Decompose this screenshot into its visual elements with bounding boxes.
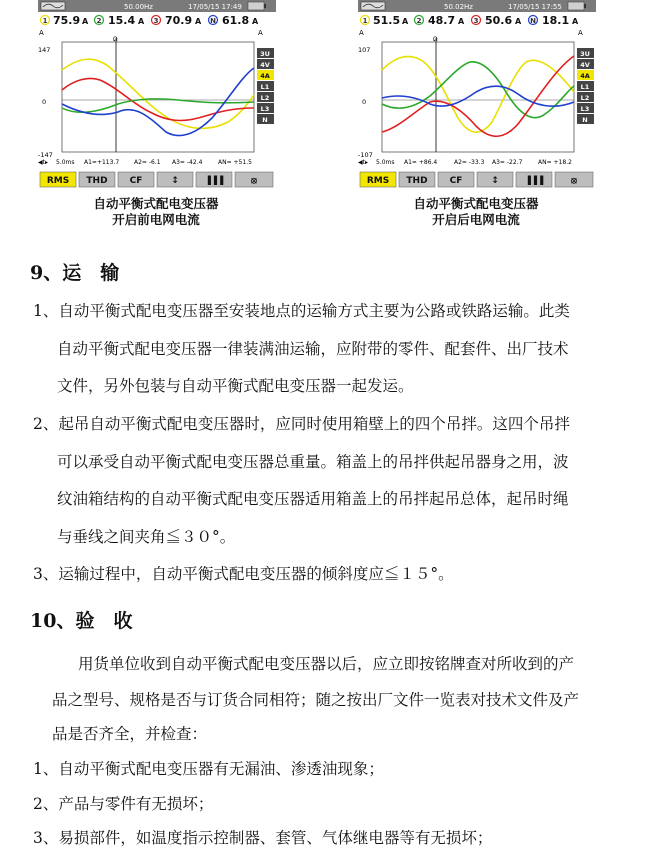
- svg-text:A: A: [578, 29, 583, 37]
- tab-cf: CF: [129, 176, 143, 186]
- svg-text:A1=+113.7: A1=+113.7: [84, 159, 120, 166]
- side-button-4v: 4V: [260, 61, 270, 69]
- paragraph-line: 可以承受自动平衡式配电变压器总重量。箱盖上的吊拌供起吊器身之用，波: [57, 453, 569, 471]
- reading-2: 15.4: [108, 14, 136, 27]
- side-button-l2: L2: [580, 94, 590, 102]
- svg-text:2: 2: [96, 17, 102, 25]
- svg-text:A1= +86.4: A1= +86.4: [404, 159, 438, 166]
- paragraph-line: 文件，另外包装与自动平衡式配电变压器一起发运。: [57, 377, 414, 395]
- svg-text:A2= -6.1: A2= -6.1: [134, 159, 161, 166]
- paragraph-line: 与垂线之间夹角≦３０°。: [57, 528, 236, 546]
- tab-phase-icon: ⦻: [251, 176, 257, 186]
- paragraph-line: 2、产品与零件有无损坏；: [33, 795, 214, 813]
- svg-text:N: N: [530, 17, 536, 25]
- y-axis-zero: 0: [42, 98, 47, 106]
- svg-text:A: A: [252, 17, 259, 26]
- tab-cf: CF: [449, 176, 463, 186]
- side-button-4a: 4A: [260, 72, 270, 80]
- tab-bars-icon: ▐▐▐: [524, 176, 544, 185]
- svg-text:Ω: Ω: [113, 36, 118, 43]
- paragraph-line: 品是否齐全，并检查：: [52, 725, 208, 743]
- reading-1: 75.9: [53, 14, 81, 27]
- paragraph-line: 2、起吊自动平衡式配电变压器时，应同时使用箱壁上的四个吊拌。这四个吊拌: [33, 415, 570, 433]
- paragraph-line: 1、自动平衡式配电变压器有无漏油、渗透油现象；: [33, 760, 384, 778]
- y-axis-zero: 0: [362, 98, 367, 106]
- y-axis-top: 147: [38, 46, 51, 54]
- svg-text:A: A: [82, 17, 89, 26]
- side-button-4a: 4A: [580, 72, 590, 80]
- y-axis-top: 107: [358, 46, 371, 54]
- paragraph-line: 纹油箱结构的自动平衡式配电变压器适用箱盖上的吊拌起吊总体，起吊时绳: [57, 490, 569, 508]
- reading-n: 61.8: [222, 14, 250, 27]
- side-button-l3: L3: [260, 105, 270, 113]
- scope-screenshot-after: [358, 0, 596, 192]
- svg-text:A: A: [39, 29, 44, 37]
- tab-scale-icon: ↕: [171, 176, 179, 186]
- svg-text:A: A: [402, 17, 409, 26]
- tab-thd: THD: [406, 176, 428, 186]
- reading-1: 51.5: [373, 14, 401, 27]
- datetime-readout: 17/05/15 17:55: [508, 3, 562, 11]
- side-button-3u: 3U: [580, 50, 590, 58]
- svg-text:◀t▸: ◀t▸: [38, 159, 48, 166]
- svg-text:A3= -42.4: A3= -42.4: [172, 159, 203, 166]
- tab-rms: RMS: [366, 176, 390, 186]
- tab-rms: RMS: [46, 176, 70, 186]
- svg-text:A2= -33.3: A2= -33.3: [454, 159, 485, 166]
- tab-phase-icon: ⦻: [571, 176, 577, 186]
- scope-screenshot-before: [38, 0, 276, 192]
- side-button-l2: L2: [260, 94, 270, 102]
- tab-scale-icon: ↕: [491, 176, 499, 186]
- svg-text:Ω: Ω: [433, 36, 438, 43]
- svg-text:AN= +18.2: AN= +18.2: [538, 159, 572, 166]
- svg-text:3: 3: [473, 17, 479, 25]
- freq-readout: 50.02Hz: [444, 3, 473, 11]
- svg-text:3: 3: [153, 17, 159, 25]
- side-button-l1: L1: [580, 83, 590, 91]
- timebase-readout: 5.0ms: [376, 159, 395, 166]
- caption-before: 自动平衡式配电变压器 开启前电网电流: [93, 196, 219, 227]
- paragraph-line: 3、运输过程中，自动平衡式配电变压器的倾斜度应≦１５°。: [33, 565, 454, 583]
- y-axis-bottom: -147: [38, 151, 53, 159]
- paragraph-line: 品之型号、规格是否与订货合同相符；随之按出厂文件一览表对技术文件及产: [52, 691, 580, 709]
- svg-text:A: A: [138, 17, 145, 26]
- reading-2: 48.7: [428, 14, 456, 27]
- section-heading-acceptance: 10、验 收: [30, 610, 133, 632]
- reading-3: 50.6: [485, 14, 513, 27]
- svg-text:A: A: [359, 29, 364, 37]
- timebase-readout: 5.0ms: [56, 159, 75, 166]
- freq-readout: 50.00Hz: [124, 3, 153, 11]
- side-button-l1: L1: [260, 83, 270, 91]
- tab-bars-icon: ▐▐▐: [204, 176, 224, 185]
- svg-text:◀t▸: ◀t▸: [358, 159, 368, 166]
- svg-text:1: 1: [42, 17, 48, 25]
- tab-thd: THD: [86, 176, 108, 186]
- paragraph-line: 用货单位收到自动平衡式配电变压器以后，应立即按铭牌查对所收到的产: [78, 655, 575, 673]
- svg-text:A: A: [258, 29, 263, 37]
- battery-icon: [568, 2, 584, 10]
- battery-icon: [248, 2, 264, 10]
- svg-text:A: A: [572, 17, 579, 26]
- side-button-l3: L3: [580, 105, 590, 113]
- side-button-4v: 4V: [580, 61, 590, 69]
- caption-after: 自动平衡式配电变压器 开启后电网电流: [413, 196, 539, 227]
- svg-text:1: 1: [362, 17, 368, 25]
- svg-text:AN= +51.5: AN= +51.5: [218, 159, 252, 166]
- side-button-3u: 3U: [260, 50, 270, 58]
- svg-text:A: A: [458, 17, 465, 26]
- svg-text:A3= -22.7: A3= -22.7: [492, 159, 523, 166]
- reading-3: 70.9: [165, 14, 193, 27]
- y-axis-bottom: -107: [358, 151, 373, 159]
- section-heading-transport: 9、运 输: [30, 262, 120, 284]
- side-button-n: N: [582, 116, 588, 124]
- svg-text:A: A: [515, 17, 522, 26]
- datetime-readout: 17/05/15 17:49: [188, 3, 242, 11]
- paragraph-line: 1、自动平衡式配电变压器至安装地点的运输方式主要为公路或铁路运输。此类: [33, 302, 570, 320]
- side-button-n: N: [262, 116, 268, 124]
- reading-n: 18.1: [542, 14, 570, 27]
- svg-text:2: 2: [416, 17, 422, 25]
- svg-text:N: N: [210, 17, 216, 25]
- paragraph-line: 3、易损部件，如温度指示控制器、套管、气体继电器等有无损坏；: [33, 829, 493, 847]
- paragraph-line: 自动平衡式配电变压器一律装满油运输，应附带的零件、配套件、出厂技术: [57, 340, 569, 358]
- svg-text:A: A: [195, 17, 202, 26]
